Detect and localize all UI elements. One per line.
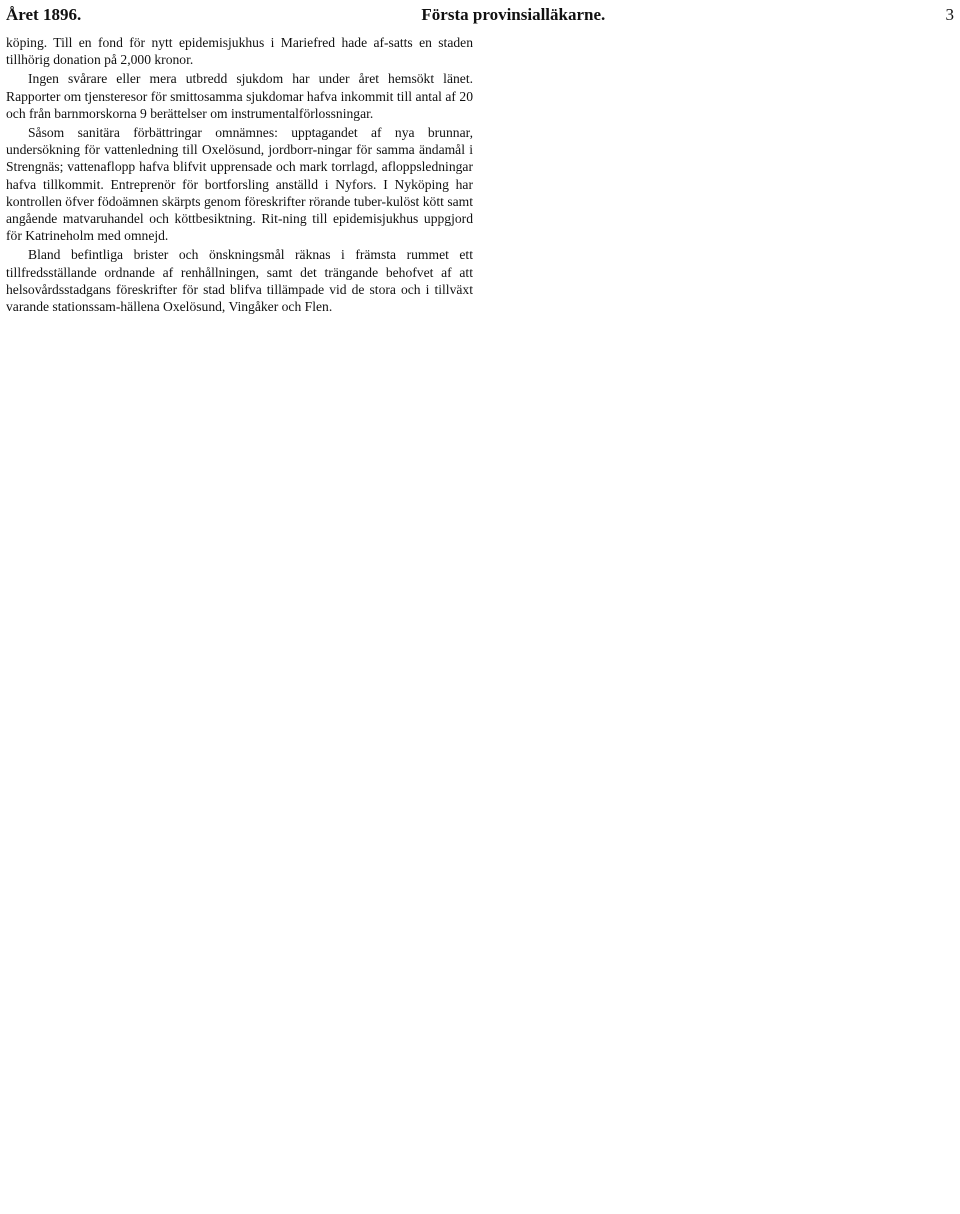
header-year: Året 1896. — [6, 5, 82, 24]
right-column — [487, 34, 954, 1208]
paragraph: köping. Till en fond för nytt epidemisjukhus i Mariefred hade af-satts en staden tillhörig donation på 2,000 kronor. — [6, 35, 473, 68]
paragraph: Såsom sanitära förbättringar omnämnes: upptagandet af nya brunnar, undersökning för vattenledning till Oxelösund, jordborr-ningar för samma ändamål i Strengnäs; vattenaflopp hafva blifvit upprensade och mark torrlagd, afloppsledningar hafva tillkommit. Entreprenör för bortforsling anställd i Nyfors. I Nyköping har kontrollen öfver födoämnen skärpts genom föreskrifter rörande tuber-kulöst kött samt angående matvaruhandel och köttbesiktning. Rit-ning till epidemisjukhus uppgjord för Katrineholm med omnejd. — [6, 125, 473, 244]
running-header — [6, 4, 954, 26]
left-column — [6, 34, 473, 1208]
paragraph: Ingen svårare eller mera utbredd sjukdom har under året hemsökt länet. Rapporter om tjensteresor för smittosamma sjukdomar hafva inkommit till antal af 20 och från barnmorskorna 9 berättelser om instrumentalförlossningar. — [6, 71, 473, 121]
paragraph: Bland befintliga brister och önskningsmål räknas i främsta rummet ett tillfredsställande ordnande af renhållningen, samt det trängande behofvet af att helsovårdsstadgans föreskrifter för stad blifva tillämpade vid de stora och i tillväxt varande stationssam-hällena Oxelösund, Vingåker och Flen. — [6, 247, 473, 315]
page-number: 3 — [945, 5, 954, 24]
header-section-title: Första provinsialläkarne. — [421, 5, 606, 24]
text-columns — [6, 34, 954, 1208]
